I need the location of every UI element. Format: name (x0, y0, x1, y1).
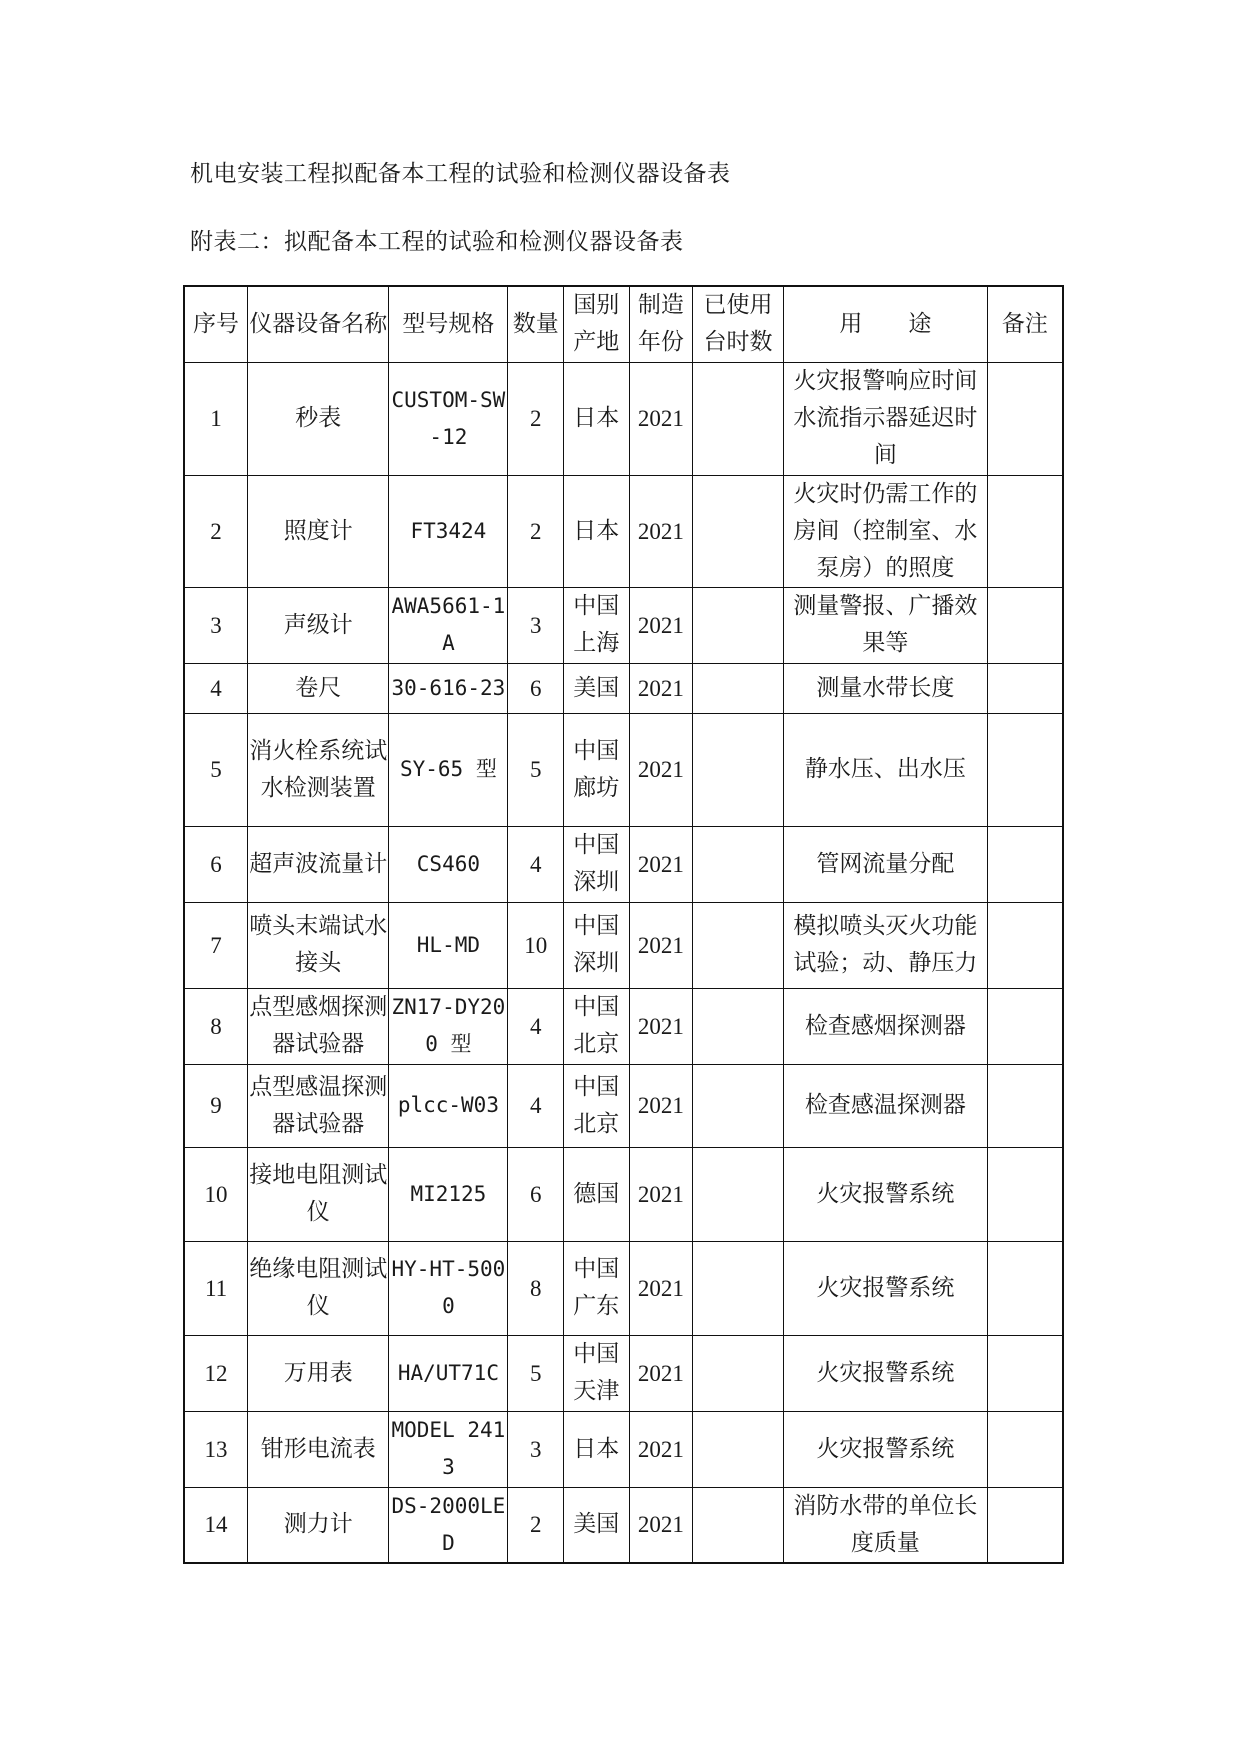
row-number: 14 (184, 1487, 248, 1563)
quantity: 3 (508, 587, 564, 663)
used-hours (693, 902, 784, 988)
manufacture-year: 2021 (629, 475, 693, 587)
equipment-table (183, 285, 1064, 1564)
header-model: 型号规格 (389, 286, 508, 362)
origin: 日本 (563, 475, 629, 587)
manufacture-year: 2021 (629, 826, 693, 902)
row-number: 1 (184, 362, 248, 475)
equipment-name: 喷头末端试水接头 (248, 902, 389, 988)
model-spec: CUSTOM-SW-12 (389, 362, 508, 475)
quantity: 4 (508, 826, 564, 902)
origin: 中国北京 (563, 988, 629, 1064)
model-spec: DS-2000LED (389, 1487, 508, 1563)
equipment-name: 照度计 (248, 475, 389, 587)
manufacture-year: 2021 (629, 988, 693, 1064)
note (987, 1147, 1063, 1241)
table-row (184, 587, 1063, 663)
purpose: 火灾报警系统 (783, 1411, 987, 1487)
purpose: 静水压、出水压 (783, 713, 987, 826)
model-spec: MI2125 (389, 1147, 508, 1241)
used-hours (693, 988, 784, 1064)
quantity: 4 (508, 1064, 564, 1147)
document-title: 机电安装工程拟配备本工程的试验和检测仪器设备表 (190, 161, 731, 187)
origin: 美国 (563, 1487, 629, 1563)
row-number: 6 (184, 826, 248, 902)
table-row (184, 826, 1063, 902)
table-row (184, 1241, 1063, 1335)
quantity: 8 (508, 1241, 564, 1335)
header-no: 序号 (184, 286, 248, 362)
manufacture-year: 2021 (629, 1487, 693, 1563)
table-row (184, 475, 1063, 587)
table-row (184, 902, 1063, 988)
row-number: 7 (184, 902, 248, 988)
row-number: 13 (184, 1411, 248, 1487)
table-header-row (184, 286, 1063, 362)
used-hours (693, 663, 784, 713)
equipment-name: 万用表 (248, 1335, 389, 1411)
origin: 中国上海 (563, 587, 629, 663)
row-number: 4 (184, 663, 248, 713)
equipment-name: 秒表 (248, 362, 389, 475)
equipment-name: 钳形电流表 (248, 1411, 389, 1487)
manufacture-year: 2021 (629, 713, 693, 826)
origin: 中国天津 (563, 1335, 629, 1411)
purpose: 模拟喷头灭火功能试验；动、静压力 (783, 902, 987, 988)
model-spec: AWA5661-1A (389, 587, 508, 663)
purpose: 火灾报警系统 (783, 1241, 987, 1335)
table-row (184, 713, 1063, 826)
purpose: 测量警报、广播效果等 (783, 587, 987, 663)
manufacture-year: 2021 (629, 1064, 693, 1147)
used-hours (693, 475, 784, 587)
note (987, 826, 1063, 902)
quantity: 10 (508, 902, 564, 988)
model-spec: MODEL 2413 (389, 1411, 508, 1487)
model-spec: HY-HT-5000 (389, 1241, 508, 1335)
row-number: 8 (184, 988, 248, 1064)
table-row (184, 1147, 1063, 1241)
quantity: 3 (508, 1411, 564, 1487)
note (987, 475, 1063, 587)
row-number: 3 (184, 587, 248, 663)
header-origin: 国别产地 (563, 286, 629, 362)
purpose: 检查感烟探测器 (783, 988, 987, 1064)
equipment-name: 接地电阻测试仪 (248, 1147, 389, 1241)
equipment-name: 点型感温探测器试验器 (248, 1064, 389, 1147)
quantity: 6 (508, 1147, 564, 1241)
row-number: 10 (184, 1147, 248, 1241)
purpose: 检查感温探测器 (783, 1064, 987, 1147)
quantity: 5 (508, 1335, 564, 1411)
table-row (184, 988, 1063, 1064)
equipment-name: 卷尺 (248, 663, 389, 713)
header-note: 备注 (987, 286, 1063, 362)
used-hours (693, 1064, 784, 1147)
origin: 中国北京 (563, 1064, 629, 1147)
used-hours (693, 1487, 784, 1563)
note (987, 663, 1063, 713)
note (987, 713, 1063, 826)
purpose: 消防水带的单位长度质量 (783, 1487, 987, 1563)
table-row (184, 663, 1063, 713)
origin: 中国廊坊 (563, 713, 629, 826)
quantity: 2 (508, 475, 564, 587)
note (987, 587, 1063, 663)
origin: 日本 (563, 1411, 629, 1487)
model-spec: FT3424 (389, 475, 508, 587)
model-spec: 30-616-23 (389, 663, 508, 713)
header-qty: 数量 (508, 286, 564, 362)
origin: 美国 (563, 663, 629, 713)
used-hours (693, 713, 784, 826)
origin: 日本 (563, 362, 629, 475)
used-hours (693, 1147, 784, 1241)
note (987, 1411, 1063, 1487)
row-number: 5 (184, 713, 248, 826)
table-row (184, 1411, 1063, 1487)
origin: 德国 (563, 1147, 629, 1241)
model-spec: HA/UT71C (389, 1335, 508, 1411)
used-hours (693, 1411, 784, 1487)
note (987, 1241, 1063, 1335)
equipment-name: 点型感烟探测器试验器 (248, 988, 389, 1064)
origin: 中国深圳 (563, 902, 629, 988)
equipment-name: 超声波流量计 (248, 826, 389, 902)
table-row (184, 362, 1063, 475)
manufacture-year: 2021 (629, 902, 693, 988)
equipment-name: 测力计 (248, 1487, 389, 1563)
model-spec: HL-MD (389, 902, 508, 988)
quantity: 2 (508, 362, 564, 475)
model-spec: CS460 (389, 826, 508, 902)
purpose: 火灾时仍需工作的房间（控制室、水泵房）的照度 (783, 475, 987, 587)
used-hours (693, 826, 784, 902)
note (987, 1064, 1063, 1147)
header-used-hours: 已使用台时数 (693, 286, 784, 362)
purpose: 测量水带长度 (783, 663, 987, 713)
quantity: 2 (508, 1487, 564, 1563)
used-hours (693, 1241, 784, 1335)
note (987, 1335, 1063, 1411)
origin: 中国深圳 (563, 826, 629, 902)
quantity: 5 (508, 713, 564, 826)
model-spec: SY-65 型 (389, 713, 508, 826)
note (987, 902, 1063, 988)
row-number: 12 (184, 1335, 248, 1411)
table-row (184, 1064, 1063, 1147)
header-year: 制造年份 (629, 286, 693, 362)
model-spec: plcc-W03 (389, 1064, 508, 1147)
purpose: 火灾报警系统 (783, 1335, 987, 1411)
equipment-name: 声级计 (248, 587, 389, 663)
manufacture-year: 2021 (629, 1335, 693, 1411)
header-purpose: 用 途 (783, 286, 987, 362)
purpose: 火灾报警系统 (783, 1147, 987, 1241)
manufacture-year: 2021 (629, 1411, 693, 1487)
manufacture-year: 2021 (629, 1241, 693, 1335)
equipment-name: 绝缘电阻测试仪 (248, 1241, 389, 1335)
table-row (184, 1335, 1063, 1411)
table-row (184, 1487, 1063, 1563)
used-hours (693, 362, 784, 475)
header-name: 仪器设备名称 (248, 286, 389, 362)
note (987, 1487, 1063, 1563)
table-caption: 附表二：拟配备本工程的试验和检测仪器设备表 (190, 229, 684, 255)
row-number: 9 (184, 1064, 248, 1147)
manufacture-year: 2021 (629, 362, 693, 475)
row-number: 2 (184, 475, 248, 587)
equipment-name: 消火栓系统试水检测装置 (248, 713, 389, 826)
manufacture-year: 2021 (629, 663, 693, 713)
used-hours (693, 1335, 784, 1411)
origin: 中国广东 (563, 1241, 629, 1335)
note (987, 988, 1063, 1064)
used-hours (693, 587, 784, 663)
manufacture-year: 2021 (629, 587, 693, 663)
quantity: 4 (508, 988, 564, 1064)
quantity: 6 (508, 663, 564, 713)
manufacture-year: 2021 (629, 1147, 693, 1241)
note (987, 362, 1063, 475)
model-spec: ZN17-DY200 型 (389, 988, 508, 1064)
row-number: 11 (184, 1241, 248, 1335)
purpose: 火灾报警响应时间水流指示器延迟时间 (783, 362, 987, 475)
purpose: 管网流量分配 (783, 826, 987, 902)
